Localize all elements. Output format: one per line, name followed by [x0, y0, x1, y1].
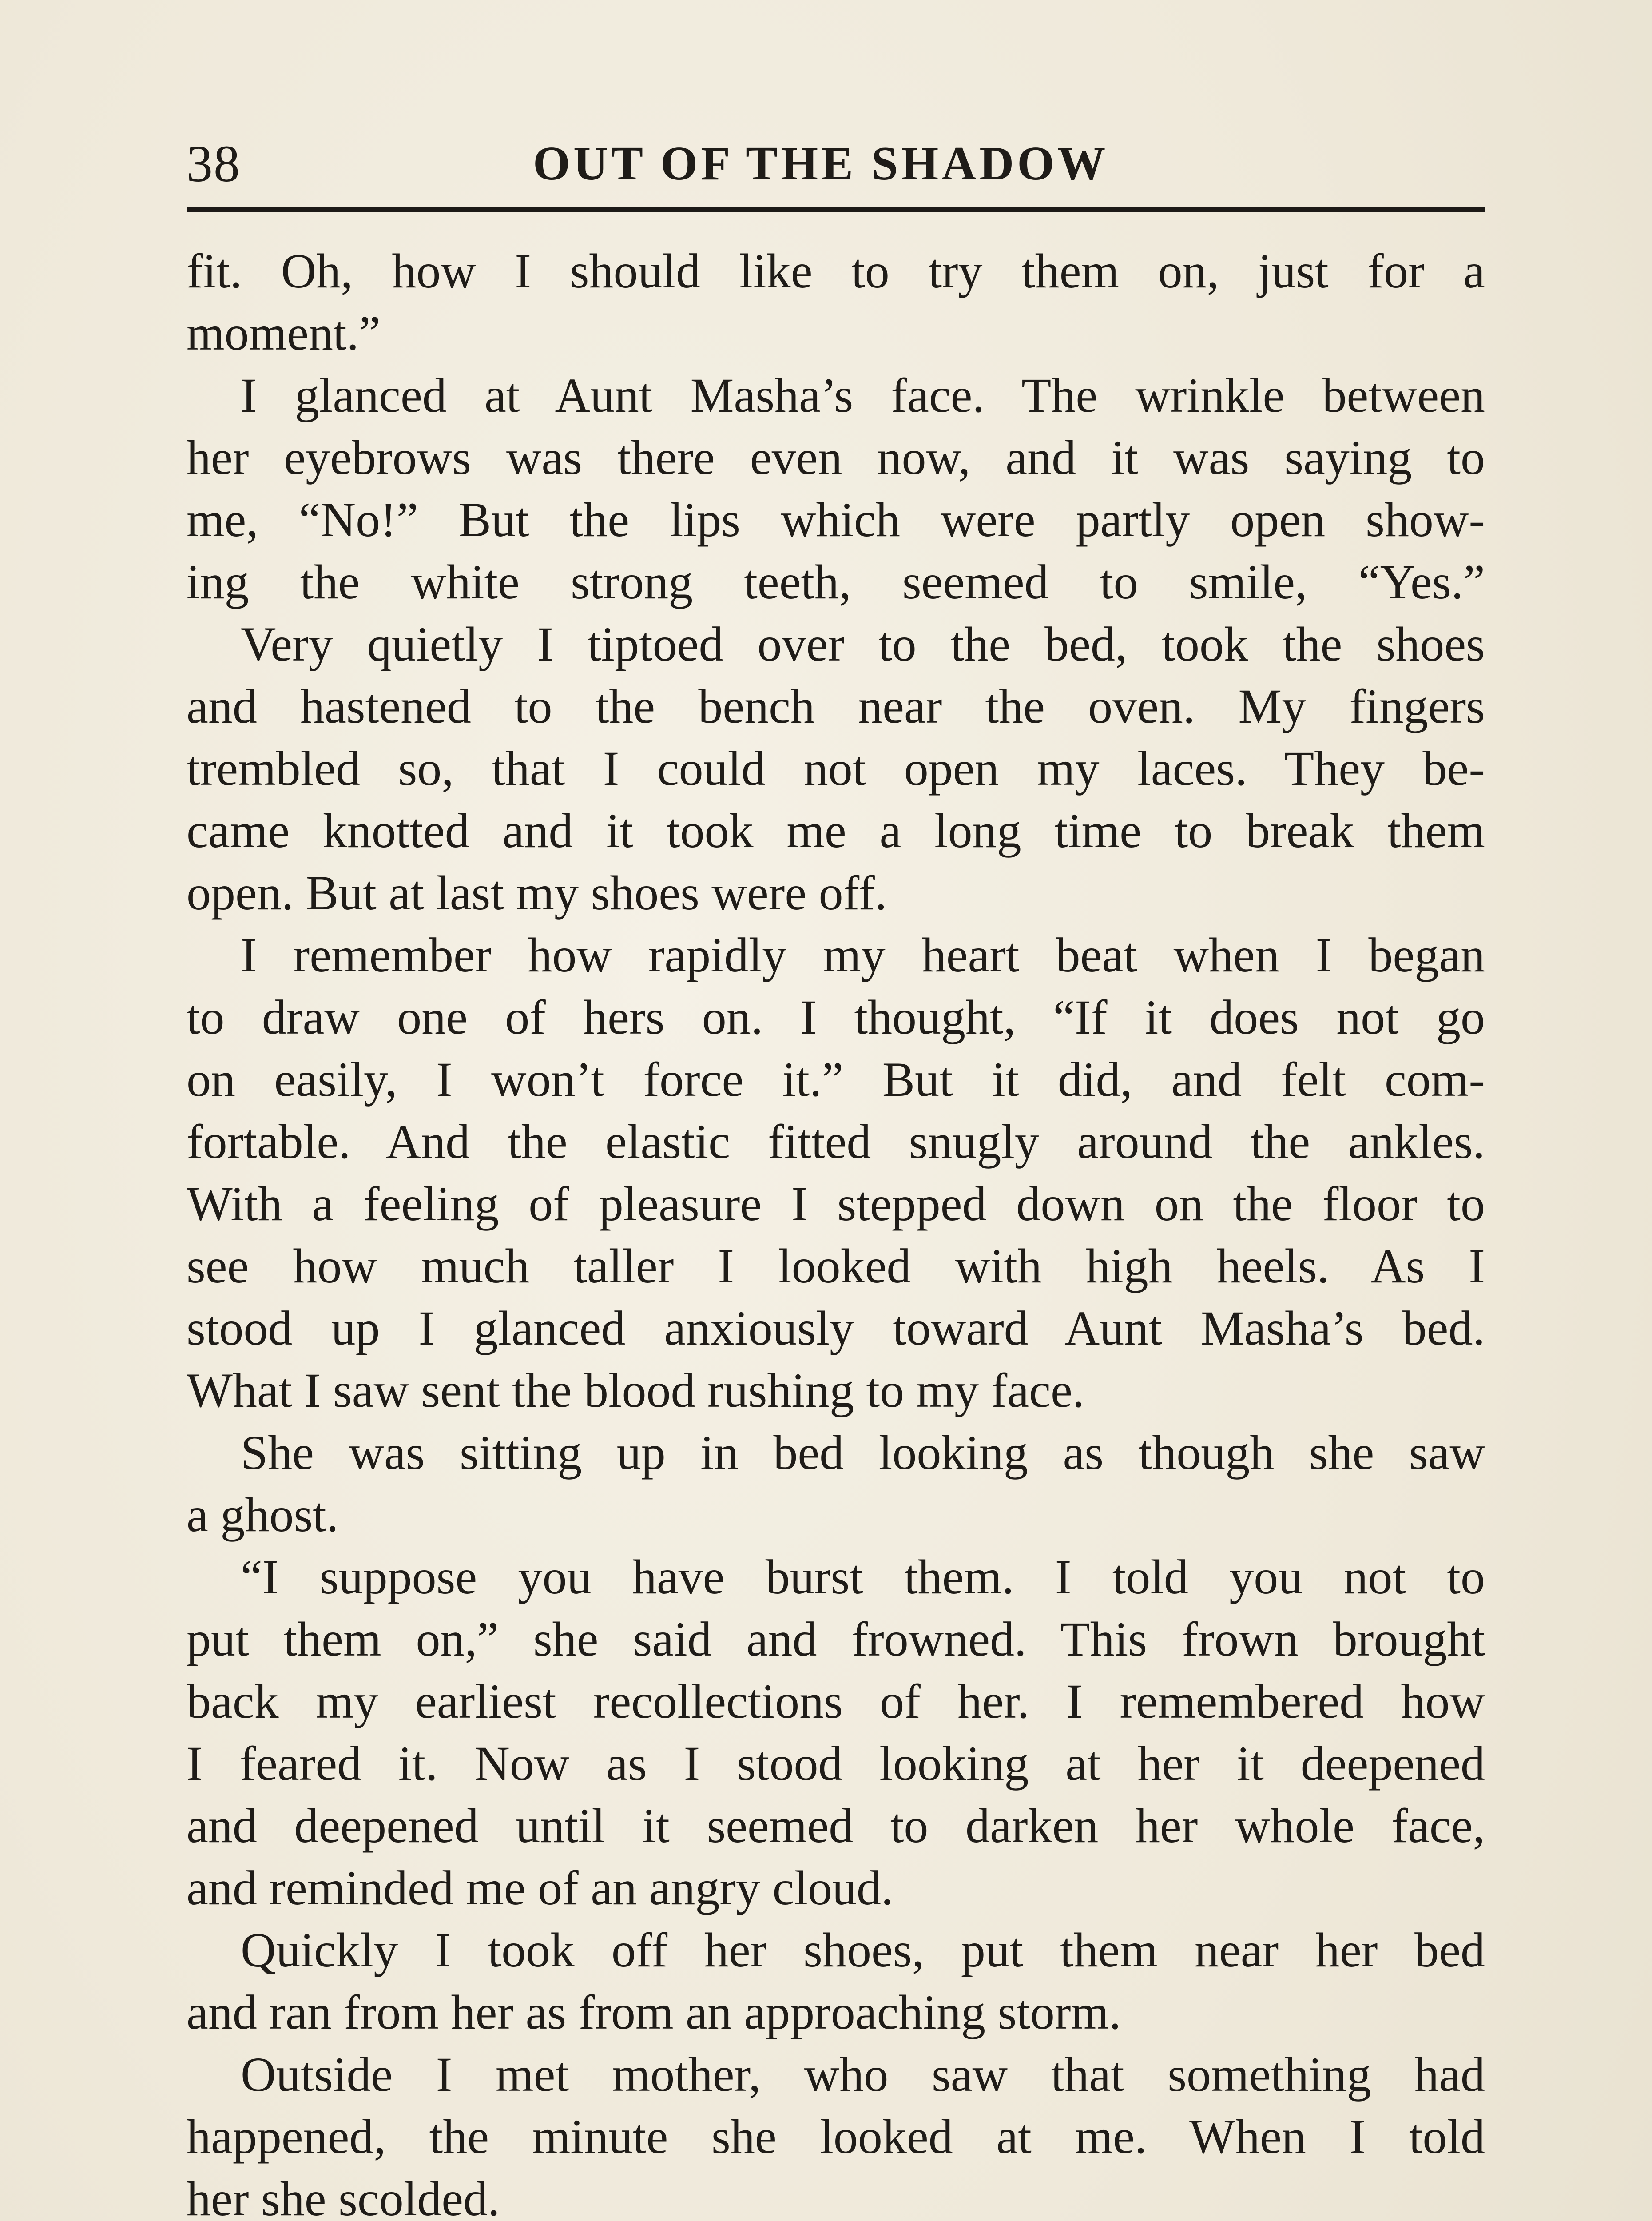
text-line: and reminded me of an angry cloud. — [187, 1861, 894, 1915]
text-line: and hastened to the bench near the oven. My fingers — [187, 679, 1485, 733]
text-line: She was sitting up in bed looking as though she saw — [241, 1425, 1485, 1480]
text-line: stood up I glanced anxiously toward Aunt Masha’s bed. — [187, 1301, 1485, 1355]
running-title: OUT OF THE SHADOW — [533, 137, 1109, 190]
text-line: her eyebrows was there even now, and it was saying to — [187, 430, 1485, 485]
text-line: fortable. And the elastic fitted snugly around the ankles. — [187, 1114, 1485, 1169]
text-line: Very quietly I tiptoed over to the bed, took the shoes — [241, 617, 1485, 671]
text-line: see how much taller I looked with high heels. As I — [187, 1239, 1485, 1293]
text-line: I remember how rapidly my heart beat when I began — [241, 928, 1485, 982]
text-line: a ghost. — [187, 1488, 339, 1542]
text-line: ing the white strong teeth, seemed to smile, “Yes.” — [187, 555, 1485, 609]
text-line: me, “No!” But the lips which were partly open show- — [187, 493, 1485, 547]
text-line: I feared it. Now as I stood looking at her it deepened — [187, 1736, 1485, 1791]
text-line: Quickly I took off her shoes, put them near her bed — [241, 1923, 1485, 1977]
text-line: fit. Oh, how I should like to try them on, just for a — [187, 244, 1485, 298]
text-line: With a feeling of pleasure I stepped down on the floor to — [187, 1177, 1485, 1231]
text-line: back my earliest recollections of her. I remembered how — [187, 1674, 1485, 1728]
running-head — [187, 129, 1483, 195]
text-line: “I suppose you have burst them. I told you not to — [241, 1550, 1485, 1604]
text-line: and deepened until it seemed to darken her whole face, — [187, 1799, 1485, 1853]
text-line: Outside I met mother, who saw that something had — [241, 2047, 1485, 2102]
text-line: put them on,” she said and frowned. This frown brought — [187, 1612, 1485, 1666]
text-line: and ran from her as from an approaching storm. — [187, 1985, 1121, 2039]
text-line: on easily, I won’t force it.” But it did, and felt com- — [187, 1052, 1485, 1107]
text-line: her she scolded. — [187, 2172, 500, 2221]
text-line: moment.” — [187, 306, 381, 360]
body-text — [187, 240, 1485, 2221]
text-line: happened, the minute she looked at me. When I told — [187, 2110, 1485, 2164]
text-line: I glanced at Aunt Masha’s face. The wrinkle between — [241, 368, 1485, 422]
text-line: trembled so, that I could not open my laces. They be- — [187, 741, 1485, 796]
text-line: open. But at last my shoes were off. — [187, 866, 887, 920]
text-line: to draw one of hers on. I thought, “If it does not go — [187, 990, 1485, 1044]
text-line: came knotted and it took me a long time to break them — [187, 804, 1485, 858]
text-line: What I saw sent the blood rushing to my face. — [187, 1363, 1085, 1417]
header-rule — [187, 207, 1485, 212]
page-number: 38 — [187, 135, 241, 193]
